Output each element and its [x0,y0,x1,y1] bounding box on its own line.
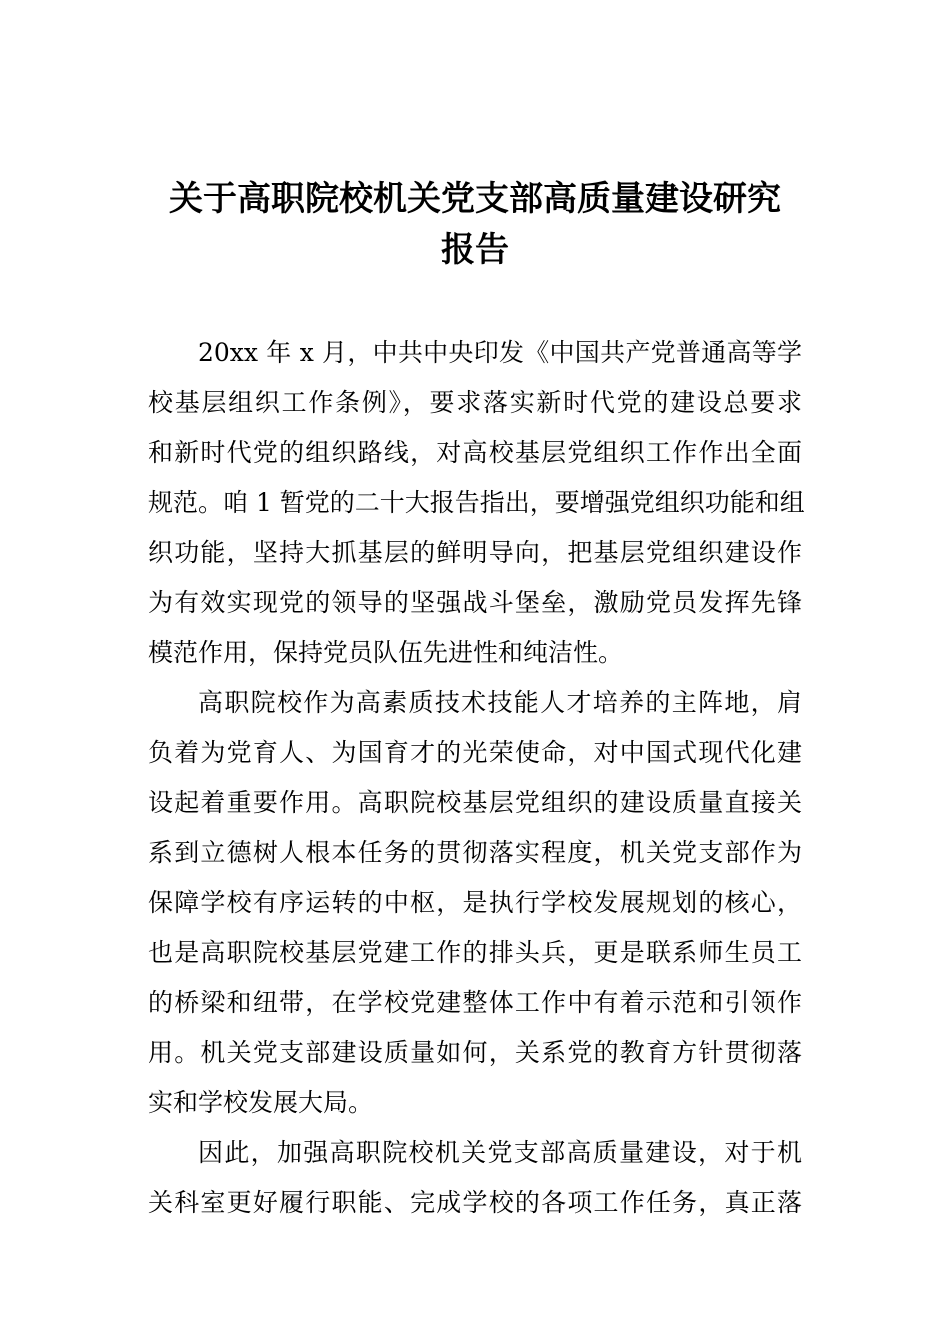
title-line: 关于高职院校机关党支部高质量建设研究 [169,179,781,219]
document-body [148,328,805,1228]
text-line: 规范。咱 1 暂党的二十大报告指出，要增强党组织功能和组 [148,488,805,517]
text-line: 因此，加强高职院校机关党支部高质量建设，对于机 [198,1138,802,1167]
text-line: 系到立德树人根本任务的贯彻落实程度，机关党支部作为 [148,838,802,867]
text-line: 也是高职院校基层党建工作的排头兵，更是联系师生员工 [148,938,802,967]
paragraph [148,1128,802,1228]
text-line: 为有效实现党的领导的坚强战斗堡垒，激励党员发挥先锋 [148,588,802,617]
text-line: 模范作用，保持党员队伍先进性和纯洁性。 [148,638,624,667]
text-line: 负着为党育人、为国育才的光荣使命，对中国式现代化建 [148,738,802,767]
text-line: 关科室更好履行职能、完成学校的各项工作任务，真正落 [148,1188,802,1217]
text-line: 用。机关党支部建设质量如何，关系党的教育方针贯彻落 [148,1038,802,1067]
text-line: 织功能，坚持大抓基层的鲜明导向，把基层党组织建设作 [148,538,802,567]
text-line: 20xx 年 x 月，中共中央印发《中国共产党普通高等学 [198,338,802,367]
text-line: 高职院校作为高素质技术技能人才培养的主阵地，肩 [198,688,802,717]
text-line: 设起着重要作用。高职院校基层党组织的建设质量直接关 [148,788,802,817]
title-line: 报告 [441,230,509,270]
paragraph [148,328,805,678]
text-line: 的桥梁和纽带，在学校党建整体工作中有着示范和引领作 [148,988,802,1017]
text-line: 和新时代党的组织路线，对高校基层党组织工作作出全面 [148,438,802,467]
text-line: 实和学校发展大局。 [148,1088,374,1117]
text-line: 校基层组织工作条例》，要求落实新时代党的建设总要求 [148,388,802,417]
document-title [148,174,802,276]
text-line: 保障学校有序运转的中枢，是执行学校发展规划的核心， [148,888,802,917]
paragraph [148,678,802,1128]
